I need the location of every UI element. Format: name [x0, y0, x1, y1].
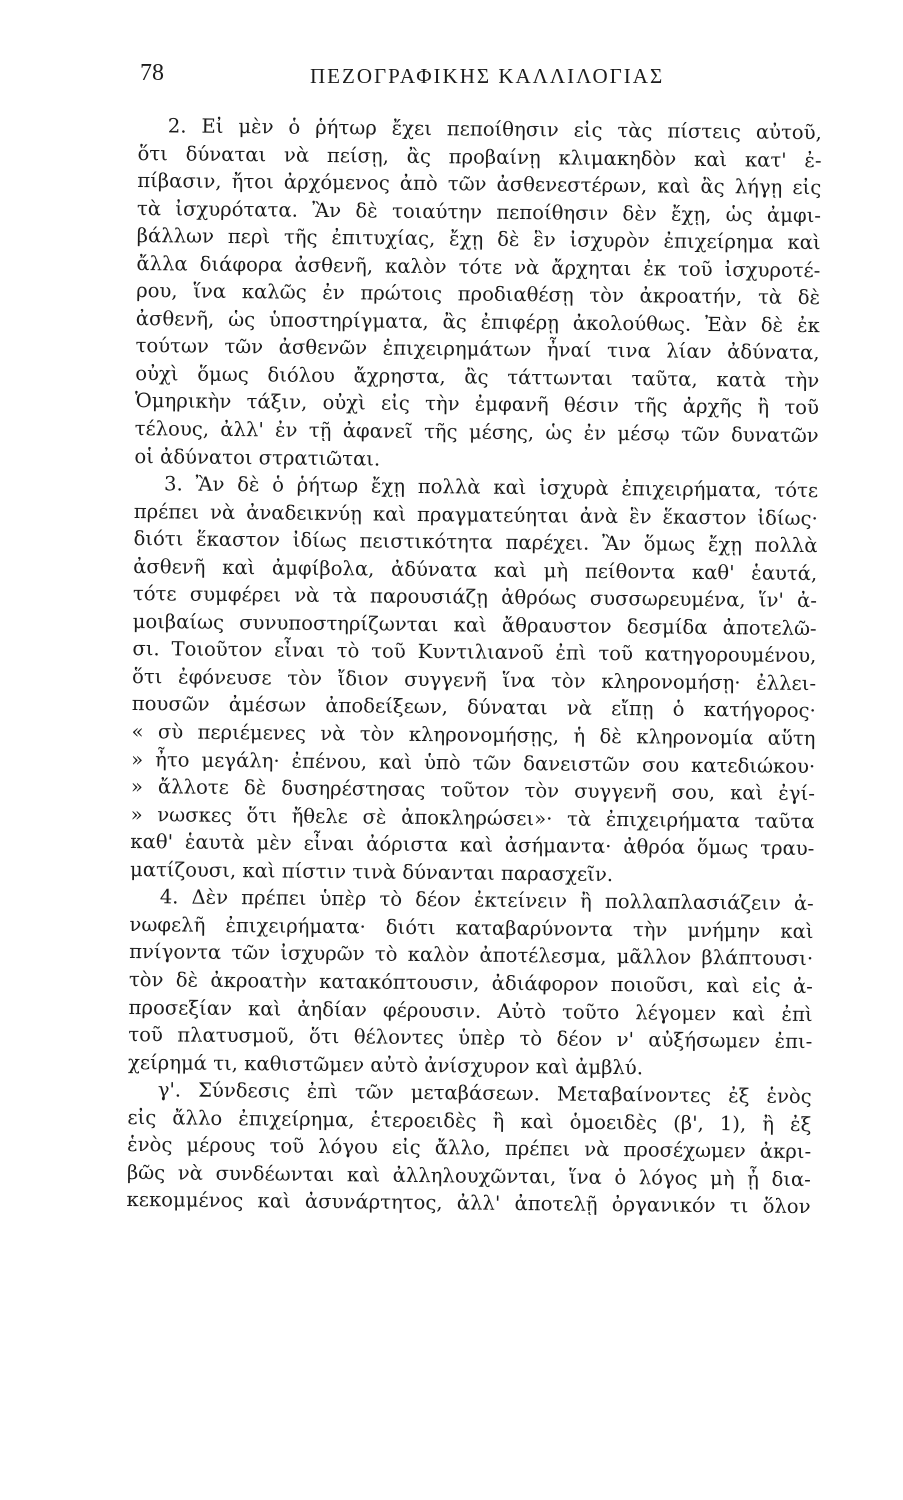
text-line: τὸν δὲ ἀκροατὴν κατακόπτουσιν, ἀδιάφορον ποιοῦσι, καὶ εἰς ἀ-: [128, 967, 813, 999]
text-line: » ἄλλοτε δὲ δυσηρέστησας τοῦτον τὸν συγγενῆ σου, καὶ ἐγί-: [130, 775, 816, 806]
text-line: ματίζουσι, καὶ πίστιν τινὰ δύνανται παρασχεῖν.: [129, 857, 614, 886]
text-line: ὅτι ἐφόνευσε τὸν ἴδιον συγγενῆ ἵνα τὸν κληρονομήσῃ· ἐλλει-: [131, 664, 817, 696]
text-line: τὰ ἰσχυρότατα. Ἂν δὲ τοιαύτην πεποίθησιν δὲν ἔχῃ, ὡς ἀμφι-: [136, 196, 822, 227]
body-text: [126, 112, 822, 1221]
page-number: 78: [140, 60, 164, 86]
text-line: εἰς ἄλλο ἐπιχείρημα, ἑτεροειδὲς ἢ καὶ ὁμοειδὲς (β', 1), ἢ ἐξ: [127, 1105, 812, 1136]
text-line: διότι ἕκαστον ἰδίως πειστικότητα παρέχει. Ἂν ὅμως ἔχῃ πολλὰ: [133, 527, 818, 558]
text-line: 4. Δὲν πρέπει ὑπὲρ τὸ δέον ἐκτείνειν ἢ πολλαπλασιάζειν ἀ-: [159, 885, 814, 916]
running-title: ΠΕΖΟΓΡΑΦΙΚΗΣ ΚΑΛΛΙΛΟΓΙΑΣ: [310, 64, 665, 88]
text-line: « σὺ περιέμενες νὰ τὸν κληρονομήσῃς, ἡ δὲ κληρονομία αὕτη: [131, 719, 816, 751]
text-line: πνίγοντα τῶν ἰσχυρῶν τὸ καλὸν ἀποτέλεσμα, μᾶλλον βλάπτουσι·: [129, 940, 814, 971]
text-line: πίβασιν, ἤτοι ἀρχόμενος ἀπὸ τῶν ἀσθενεστέρων, καὶ ἂς λήγῃ εἰς: [137, 169, 822, 200]
text-line: χείρημά τι, καθιστῶμεν αὐτὸ ἀνίσχυρον καὶ ἀμβλύ.: [127, 1050, 644, 1079]
text-line: ὅτι δύναται νὰ πείσῃ, ἂς προβαίνῃ κλιμακηδὸν καὶ κατ' ἐ-: [137, 141, 822, 172]
text-line: οἱ ἀδύνατοι στρατιῶται.: [134, 444, 381, 471]
text-line: Ὁμηρικὴν τάξιν, οὐχὶ εἰς τὴν ἐμφανῆ θέσιν τῆς ἀρχῆς ἢ τοῦ: [134, 389, 820, 420]
text-line: νωφελῆ ἐπιχειρήματα· διότι καταβαρύνοντα τὴν μνήμην καὶ: [129, 912, 814, 943]
text-line: 2. Εἰ μὲν ὁ ῥήτωρ ἔχει πεποίθησιν εἰς τὰς πίστεις αὐτοῦ,: [167, 114, 822, 145]
text-line: πουσῶν ἀμέσων ἀποδείξεων, δύναται νὰ εἴπῃ ὁ κατήγορος·: [131, 692, 816, 723]
text-line: » ἦτο μεγάλη· ἐπένου, καὶ ὑπὸ τῶν δανειστῶν σου κατεδιώκου·: [131, 747, 816, 778]
page-header: [140, 60, 830, 100]
text-line: καθ' ἑαυτὰ μὲν εἶναι ἀόριστα καὶ ἀσήμαντα· ἀθρόα ὅμως τραυ-: [130, 830, 815, 861]
text-line: ρου, ἵνα καλῶς ἐν πρώτοις προδιαθέσῃ τὸν ἀκροατήν, τὰ δὲ: [136, 279, 821, 310]
text-line: 3. Ἂν δὲ ὁ ῥήτωρ ἔχῃ πολλὰ καὶ ἰσχυρὰ ἐπιχειρήματα, τότε: [163, 472, 819, 503]
text-line: ἑνὸς μέρους τοῦ λόγου εἰς ἄλλο, πρέπει νὰ προσέχωμεν ἀκρι-: [127, 1133, 812, 1164]
text-line: ἀσθενῆ καὶ ἀμφίβολα, ἀδύνατα καὶ μὴ πείθοντα καθ' ἑαυτά,: [133, 554, 818, 585]
text-line: οὐχὶ ὅμως διόλου ἄχρηστα, ἂς τάττωνται ταῦτα, κατὰ τὴν: [135, 361, 820, 393]
text-line: » νωσκες ὅτι ἤθελε σὲ ἀποκληρώσει»· τὰ ἐπιχειρήματα ταῦτα: [130, 802, 815, 833]
text-line: προσεξίαν καὶ ἀηδίαν φέρουσιν. Αὐτὸ τοῦτο λέγομεν καὶ ἐπὶ: [128, 995, 813, 1026]
text-line: μοιβαίως συνυποστηρίζωνται καὶ ἄθραυστον δεσμίδα ἀποτελῶ-: [132, 609, 817, 640]
text-line: κεκομμένος καὶ ἀσυνάρτητος, ἀλλ' ἀποτελῇ ὀργανικόν τι ὅλον: [126, 1188, 811, 1219]
text-line: τοῦ πλατυσμοῦ, ὅτι θέλοντες ὑπὲρ τὸ δέον ν' αὐξήσωμεν ἐπι-: [128, 1022, 813, 1054]
text-line: βάλλων περὶ τῆς ἐπιτυχίας, ἔχῃ δὲ ἓν ἰσχυρὸν ἐπιχείρημα καὶ: [136, 224, 821, 255]
text-line: γ'. Σύνδεσις ἐπὶ τῶν μεταβάσεων. Μεταβαίνοντες ἐξ ἑνὸς: [157, 1078, 812, 1109]
text-line: τέλους, ἀλλ' ἐν τῇ ἀφανεῖ τῆς μέσης, ὡς ἐν μέσῳ τῶν δυνατῶν: [134, 416, 819, 448]
text-line: ἄλλα διάφορα ἀσθενῆ, καλὸν τότε νὰ ἄρχηται ἐκ τοῦ ἰσχυροτέ-: [136, 251, 821, 282]
text-line: βῶς νὰ συνδέωνται καὶ ἀλληλουχῶνται, ἵνα ὁ λόγος μὴ ᾖ δια-: [126, 1160, 811, 1191]
text-line: σι. Τοιοῦτον εἶναι τὸ τοῦ Κυντιλιανοῦ ἐπὶ τοῦ κατηγορουμένου,: [132, 637, 817, 668]
text-line: τούτων τῶν ἀσθενῶν ἐπιχειρημάτων ἦναί τινα λίαν ἀδύνατα,: [135, 334, 820, 365]
text-line: ἀσθενῆ, ὡς ὑποστηρίγματα, ἂς ἐπιφέρῃ ἀκολούθως. Ἐὰν δὲ ἐκ: [135, 306, 820, 337]
text-line: πρέπει νὰ ἀναδεικνύῃ καὶ πραγματεύηται ἀνὰ ἓν ἕκαστον ἰδίως·: [133, 499, 818, 530]
text-line: τότε συμφέρει νὰ τὰ παρουσιάζῃ ἀθρόως συσσωρευμένα, ἵν' ἀ-: [132, 582, 818, 613]
